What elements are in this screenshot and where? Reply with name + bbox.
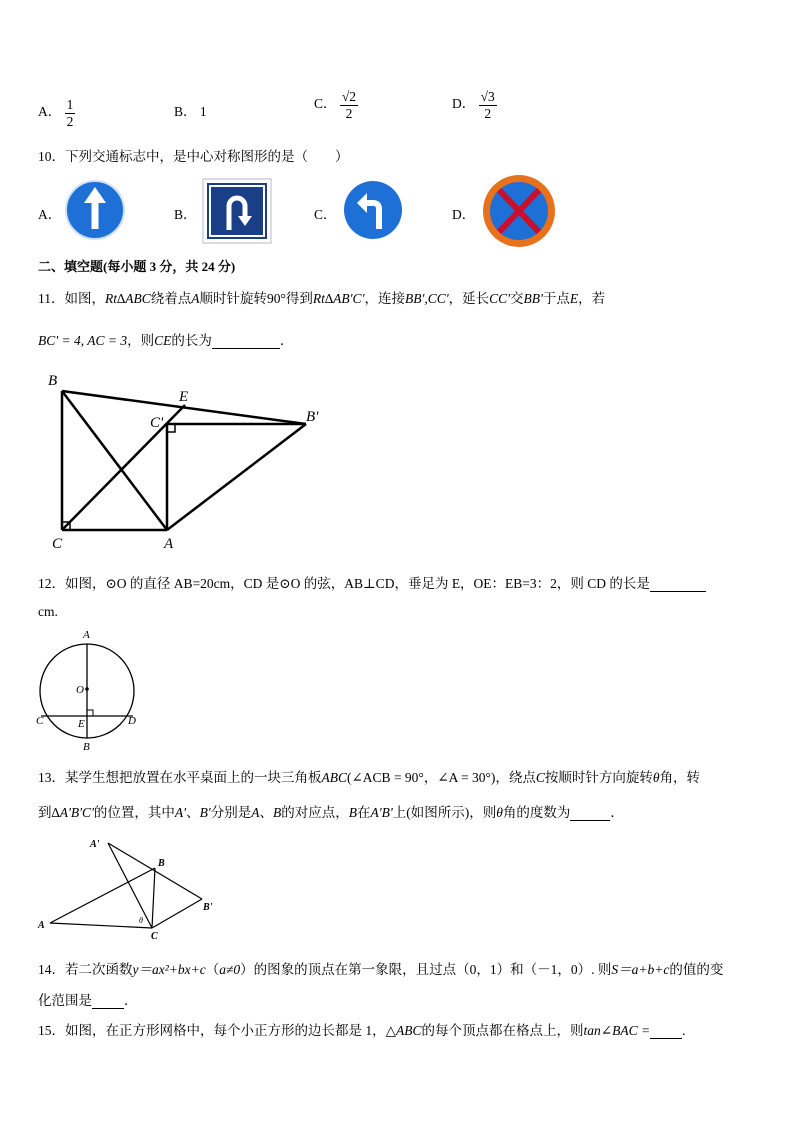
label-A-prime: A' <box>90 839 100 850</box>
q15-line1: 15．如图，在正方形网格中，每个小正方形的边长都是 1，△ABC的每个顶点都在格点上，则tan∠BAC = . <box>38 1023 686 1038</box>
q13-figure <box>30 835 230 945</box>
section-title: 二、填空题(每小题 3 分，共 24 分) <box>38 259 236 274</box>
label-O: O <box>76 684 84 696</box>
q11-line2: BC' = 4, AC = 3，则CE的长为 ． <box>38 333 294 348</box>
label-B-prime: B' <box>306 409 319 425</box>
q9-option-d: D． $\frac{√3}{2}$ <box>452 89 495 121</box>
label-B: B <box>83 741 90 753</box>
q12-line2: cm. <box>38 604 58 619</box>
q14-line1: 14．若二次函数y＝ax²+bx+c（a≠0）的图象的顶点在第一象限，且过点（0，1）和（－1，0）. 则S＝a+b+c的值的变 <box>38 962 724 977</box>
q13-line2: 到∆A'B'C'的位置，其中A'、B'分别是A、B的对应点，B在A'B'上(如图所示)，则θ角的度数为 ． <box>38 805 624 820</box>
q9-option-c: C． $\frac{√2}{2}$ <box>314 89 357 121</box>
q11-figure <box>40 365 340 555</box>
label-C: C <box>52 536 63 552</box>
label-B: B <box>158 858 165 869</box>
q14-line2: 化范围是 ． <box>38 993 138 1008</box>
fraction-one-half: $\frac{1}{2}$ <box>66 97 74 129</box>
label-C: C <box>151 931 158 942</box>
answer-blank <box>570 806 610 821</box>
q9-option-b: B． 1 <box>174 104 207 119</box>
label-B: B <box>48 373 58 389</box>
left-turn-sign-icon <box>339 179 407 241</box>
q12-line1: 12．如图，⊙O 的直径 AB=20cm，CD 是⊙O 的弦，AB⊥CD，垂足为 E，OE：EB=3：2，则 CD 的长是 <box>38 572 706 592</box>
label-C: C <box>36 715 44 727</box>
fraction-sqrt2-over-2: $\frac{√2}{2}$ <box>341 89 357 121</box>
answer-blank <box>650 1024 682 1039</box>
label-E: E <box>78 718 85 730</box>
fraction-sqrt3-over-2: $\frac{√3}{2}$ <box>480 89 495 121</box>
label-E: E <box>179 389 189 405</box>
up-arrow-sign-icon <box>64 179 126 241</box>
q10-label-b: B． <box>174 207 197 222</box>
q10-label-a: A． <box>38 207 62 222</box>
label-theta: θ <box>139 916 143 925</box>
answer-blank <box>650 577 706 592</box>
q10-label-c: C． <box>314 207 337 222</box>
q13-line1: 13．某学生想把放置在水平桌面上的一块三角板ABC(∠ACB = 90°，∠A = 30°)，绕点C按顺时针方向旋转θ角，转 <box>38 770 701 785</box>
u-turn-sign-icon <box>202 178 272 244</box>
label-C-prime: C' <box>150 415 164 431</box>
q10-stem: 10．下列交通标志中，是中心对称图形的是（ ） <box>38 149 349 164</box>
answer-blank <box>92 994 124 1009</box>
q9-option-a: A． $\frac{1}{2}$ <box>38 97 74 129</box>
label-D: D <box>128 715 136 727</box>
no-parking-sign-icon <box>479 173 559 249</box>
label-A: A <box>83 629 90 641</box>
label-A: A <box>38 920 45 931</box>
q11-line1: 11．如图，Rt∆ABC绕着点A顺时针旋转90°得到Rt∆AB'C'，连接BB',CC'，延长CC'交BB'于点E，若 <box>38 291 606 306</box>
q10-label-d: D． <box>452 207 476 222</box>
answer-blank <box>212 334 280 349</box>
label-A: A <box>164 536 174 552</box>
label-B-prime: B' <box>203 902 213 913</box>
q12-figure <box>32 625 142 755</box>
